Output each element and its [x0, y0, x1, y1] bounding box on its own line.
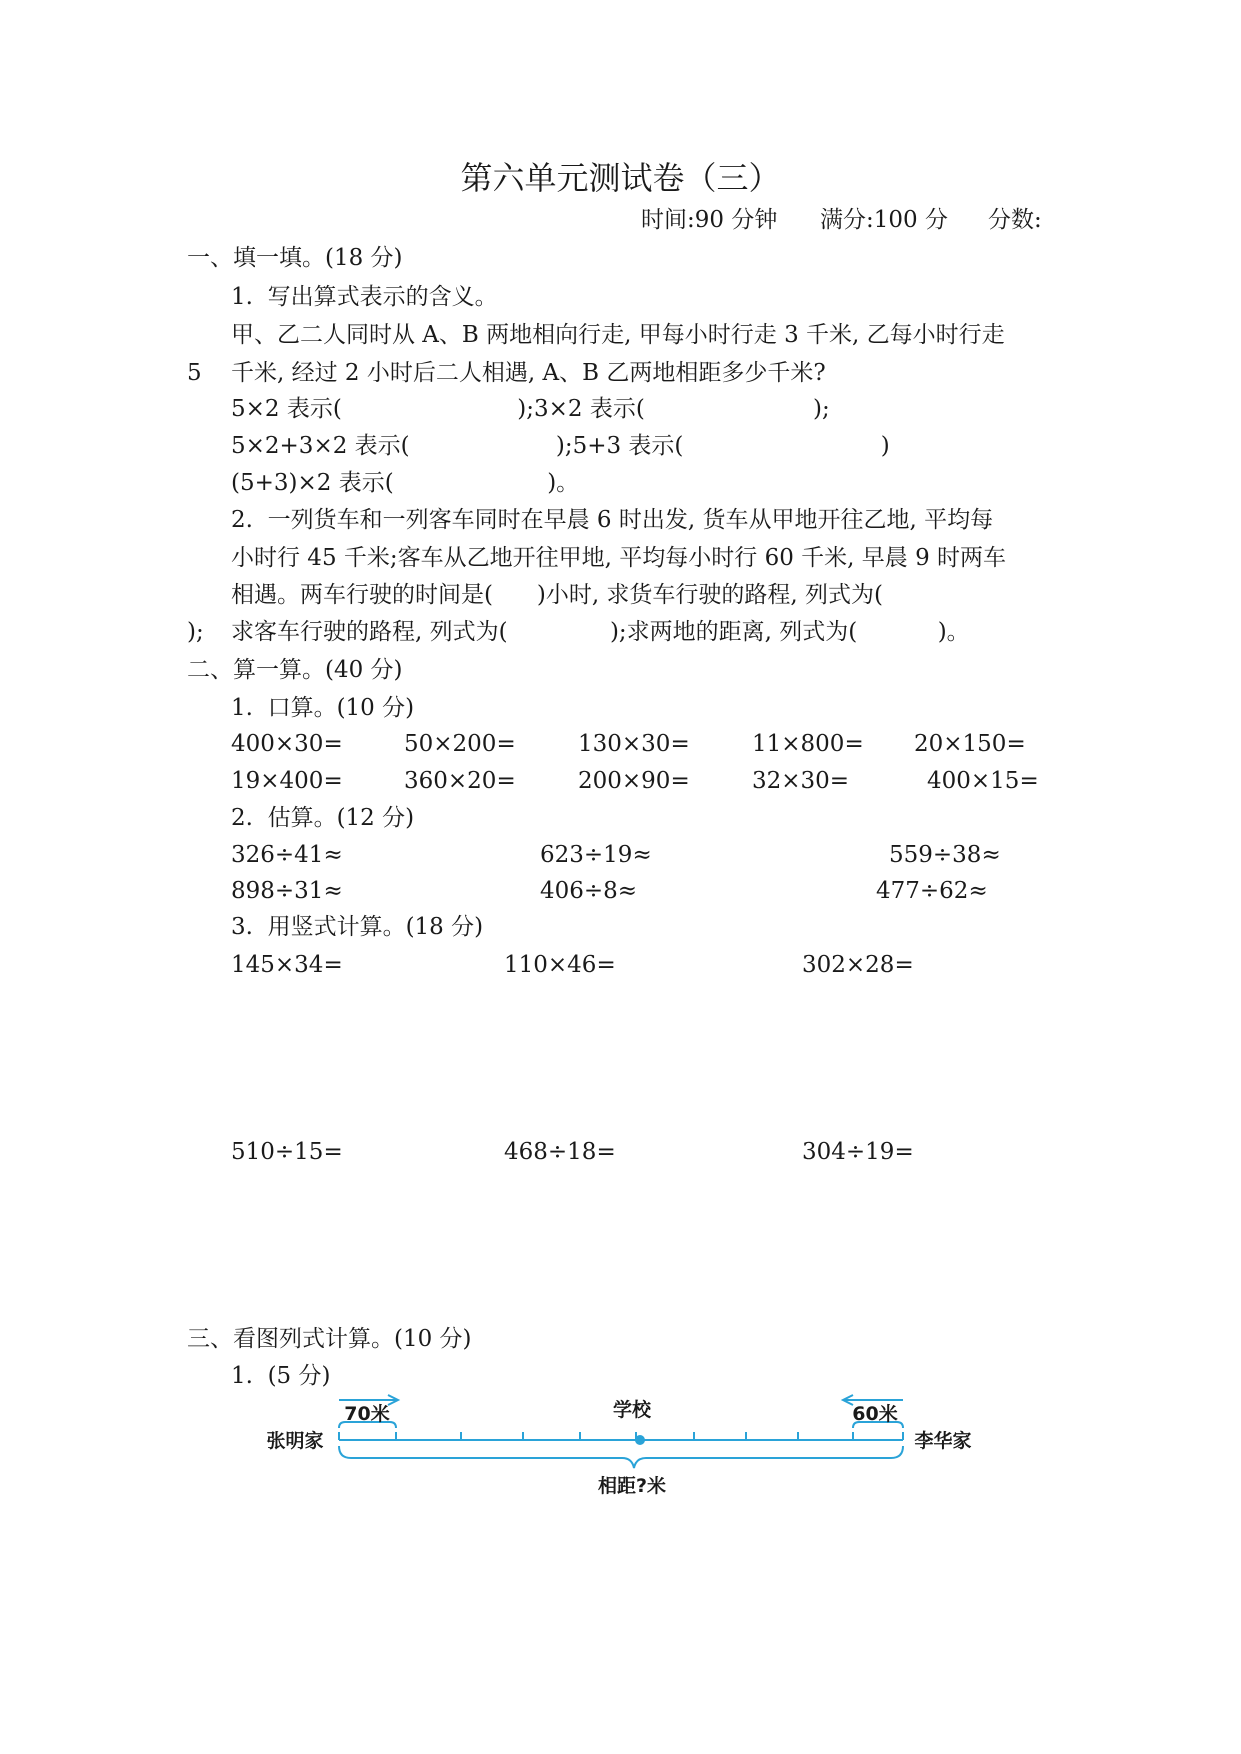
oral-problem: 400×30=: [231, 731, 343, 757]
q1-text-line-2-number: 5: [187, 360, 202, 386]
section-2-heading: 二、算一算。(40 分): [187, 657, 403, 683]
vertical-problem: 304÷19=: [802, 1139, 914, 1165]
estimate-problem: 406÷8≈: [540, 878, 638, 904]
vertical-calc-label: 3. 用竖式计算。(18 分): [231, 914, 484, 940]
distance-brace: [339, 1446, 903, 1468]
school-label: 学校: [612, 1399, 652, 1421]
estimate-problem: 898÷31≈: [231, 878, 343, 904]
oral-calc-label: 1. 口算。(10 分): [231, 695, 415, 721]
q2-text-line-1: 2. 一列货车和一列客车同时在早晨 6 时出发, 货车从甲地开往乙地, 平均每: [231, 507, 994, 533]
vertical-problem: 510÷15=: [231, 1139, 343, 1165]
left-speed-label: 70米: [344, 1403, 390, 1425]
estimate-problem: 559÷38≈: [889, 842, 1001, 868]
vertical-problem: 302×28=: [802, 952, 914, 978]
q1-blank-row-2: 5×2+3×2 表示( );5+3 表示( ): [231, 433, 890, 459]
q2-text-line-2: 小时行 45 千米;客车从乙地开往甲地, 平均每小时行 60 千米, 早晨 9 时两车: [231, 545, 1007, 571]
score-field-label: 分数:: [988, 207, 1042, 233]
estimate-label: 2. 估算。(12 分): [231, 805, 415, 831]
time-info: 时间:90 分钟: [641, 207, 778, 233]
estimate-problem: 623÷19≈: [540, 842, 652, 868]
s3-q1-label: 1. (5 分): [231, 1363, 331, 1389]
estimate-problem: 326÷41≈: [231, 842, 343, 868]
q1-label: 1. 写出算式表示的含义。: [231, 284, 498, 310]
section-1-heading: 一、填一填。(18 分): [187, 245, 403, 271]
oral-problem: 50×200=: [404, 731, 516, 757]
q1-text-line-1: 甲、乙二人同时从 A、B 两地相向行走, 甲每小时行走 3 千米, 乙每小时行走: [231, 322, 1005, 348]
oral-problem: 360×20=: [404, 768, 516, 794]
oral-problem: 400×15=: [927, 768, 1039, 794]
distance-label: 相距?米: [597, 1475, 667, 1497]
q2-text-line-4-start: );: [187, 619, 204, 645]
distance-diagram: [0, 1380, 1241, 1540]
vertical-problem: 110×46=: [504, 952, 616, 978]
q1-text-line-2: 千米, 经过 2 小时后二人相遇, A、B 乙两地相距多少千米?: [231, 360, 826, 386]
section-3-heading: 三、看图列式计算。(10 分): [187, 1326, 472, 1352]
right-speed-label: 60米: [852, 1403, 898, 1425]
full-score-info: 满分:100 分: [820, 207, 948, 233]
oral-problem: 200×90=: [578, 768, 690, 794]
vertical-problem: 468÷18=: [504, 1139, 616, 1165]
q1-blank-row-1: 5×2 表示( );3×2 表示( );: [231, 396, 830, 422]
oral-problem: 11×800=: [752, 731, 864, 757]
vertical-problem: 145×34=: [231, 952, 343, 978]
right-home-label: 李华家: [914, 1430, 972, 1452]
oral-problem: 20×150=: [914, 731, 1026, 757]
oral-problem: 19×400=: [231, 768, 343, 794]
left-home-label: 张明家: [266, 1430, 324, 1452]
q2-text-line-3: 相遇。两车行驶的时间是( )小时, 求货车行驶的路程, 列式为(: [231, 582, 884, 608]
q1-blank-row-3: (5+3)×2 表示( )。: [231, 470, 580, 496]
oral-problem: 130×30=: [578, 731, 690, 757]
tick-marks: [339, 1432, 903, 1440]
oral-problem: 32×30=: [752, 768, 850, 794]
q2-text-line-4: 求客车行驶的路程, 列式为( );求两地的距离, 列式为( )。: [231, 619, 970, 645]
page-title: 第六单元测试卷（三）: [460, 159, 781, 197]
estimate-problem: 477÷62≈: [876, 878, 988, 904]
school-dot: [635, 1435, 645, 1445]
